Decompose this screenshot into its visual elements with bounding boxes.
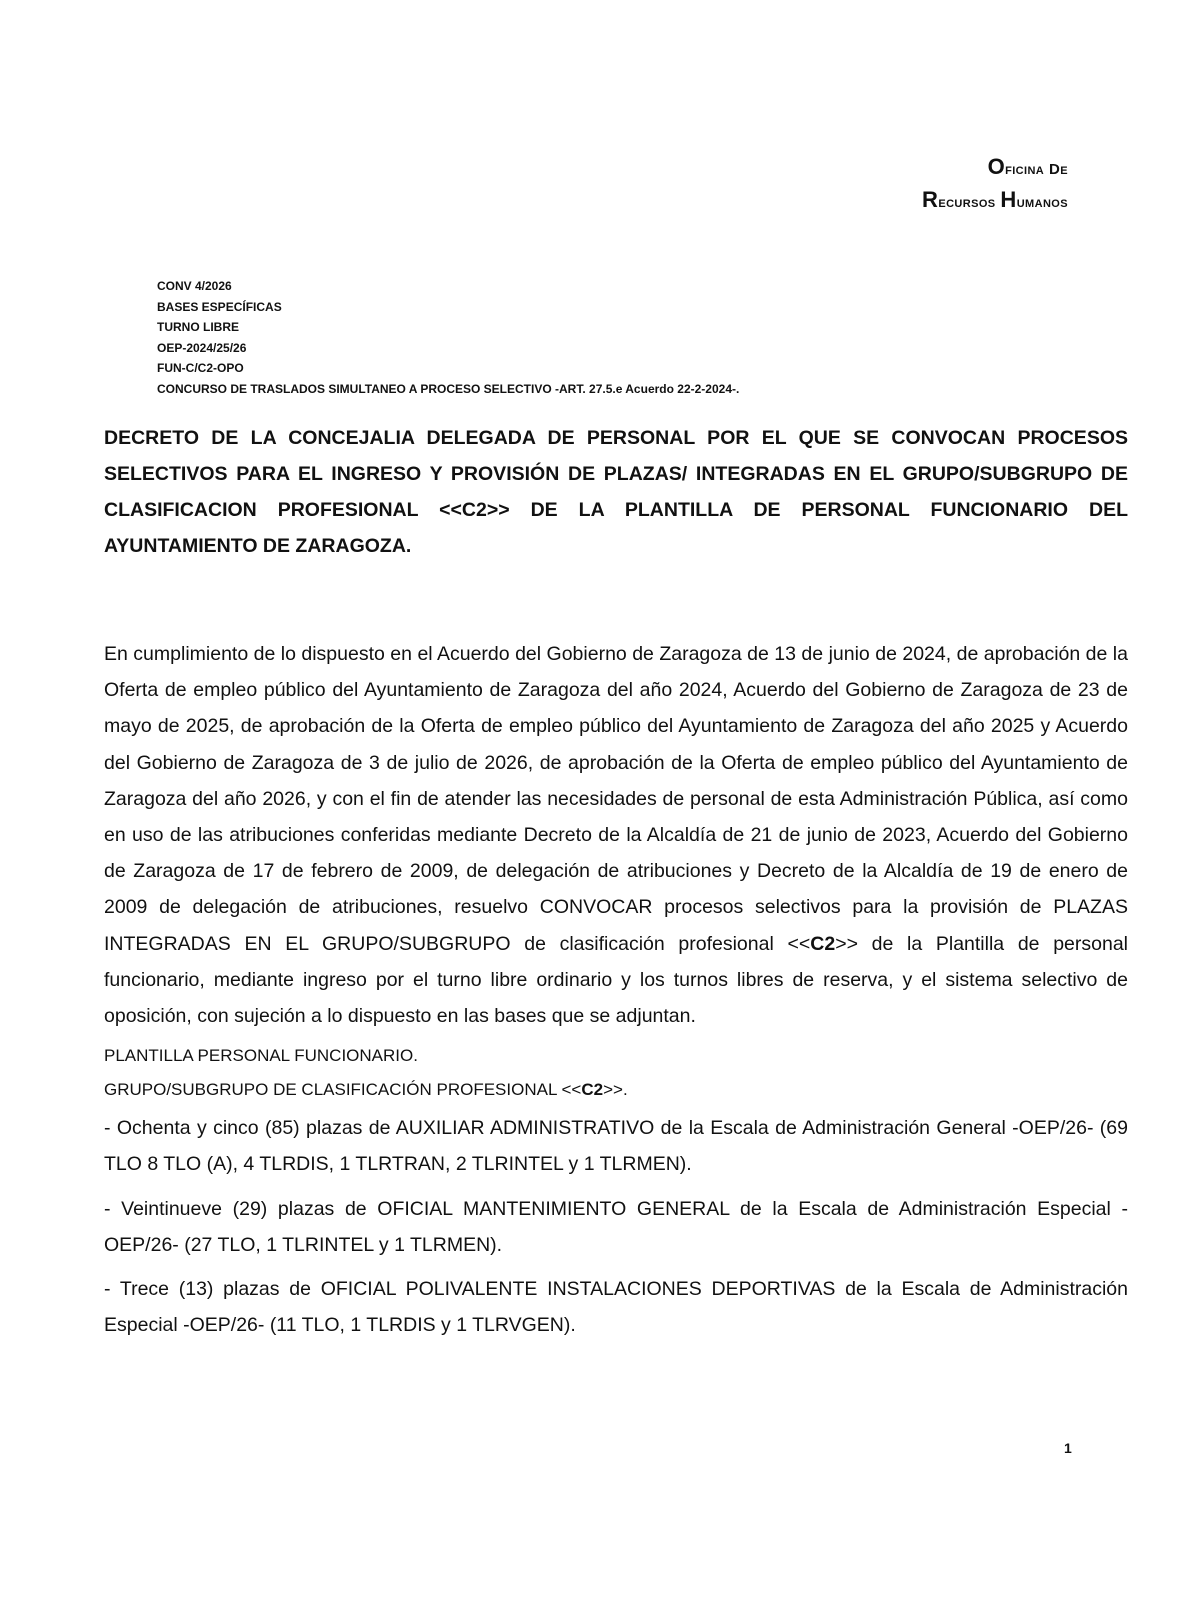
page-number: 1 <box>1064 1440 1072 1456</box>
plaza-item: - Ochenta y cinco (85) plazas de AUXILIAR ADMINISTRATIVO de la Escala de Administración General -OEP/26- (69 TLO 8 TLO (A), 4 TLRDIS, 1 TLRTRAN, 2 TLRINTEL y 1 TLRMEN). <box>104 1117 1128 1176</box>
plantilla-heading: PLANTILLA PERSONAL FUNCIONARIO. <box>104 1046 418 1066</box>
office-header <box>922 152 1068 218</box>
grupo-heading <box>104 1078 1128 1102</box>
decree-title: DECRETO DE LA CONCEJALIA DELEGADA DE PERSONAL POR EL QUE SE CONVOCAN PROCESOS SELECTIVOS PARA EL INGRESO Y PROVISIÓN DE PLAZAS/ INTEGRADAS EN EL GRUPO/SUBGRUPO DE CLASIFICACION PROFESIONAL <<C2>> DE LA PLANTILLA DE PERSONAL FUNCIONARIO DEL AYUNTAMIENTO DE ZARAGOZA. <box>104 427 1128 557</box>
grupo-text-1: GRUPO/SUBGRUPO DE CLASIFICACIÓN PROFESIONAL << <box>104 1080 582 1100</box>
grupo-code: C2 <box>581 1080 604 1100</box>
reference-line: FUN-C/C2-OPO <box>157 361 244 376</box>
reference-line: CONCURSO DE TRASLADOS SIMULTANEO A PROCESO SELECTIVO -ART. 27.5.e Acuerdo 22-2-2024-. <box>157 381 740 396</box>
plaza-item: - Trece (13) plazas de OFICIAL POLIVALENTE INSTALACIONES DEPORTIVAS de la Escala de Administración Especial -OEP/26- (11 TLO, 1 TLRDIS y 1 TLRVGEN). <box>104 1278 1128 1337</box>
intro-paragraph <box>104 636 1128 1034</box>
reference-line: OEP-2024/25/26 <box>157 340 247 355</box>
intro-text-2: >> de la Plantilla de personal funcionario, mediante ingreso por el turno libre ordinario y los turnos libres de reserva, y el sistema selectivo de oposición, con sujeción a lo dispuesto en las bases que se adjuntan. <box>104 932 1128 1028</box>
reference-line: CONV 4/2026 <box>157 279 232 293</box>
plaza-item: - Veintinueve (29) plazas de OFICIAL MANTENIMIENTO GENERAL de la Escala de Administración Especial -OEP/26- (27 TLO, 1 TLRINTEL y 1 TLRMEN). <box>104 1197 1128 1256</box>
office-line-1: Oficina de <box>987 154 1068 179</box>
reference-block <box>157 276 739 400</box>
reference-line: BASES ESPECÍFICAS <box>157 299 282 314</box>
intro-text-1: En cumplimiento de lo dispuesto en el Acuerdo del Gobierno de Zaragoza de 13 de junio de 2024, de aprobación de la Oferta de empleo público del Ayuntamiento de Zaragoza del año 2024, Acuerdo del Gobierno de Zaragoza de 23 de mayo de 2025, de aprobación de la Oferta de empleo público del Ayuntamiento de Zaragoza del año 2025 y Acuerdo del Gobierno de Zaragoza de 3 de julio de 2026, de aprobación de la Oferta de empleo público del Ayuntamiento de Zaragoza del año 2026, y con el fin de atender las necesidades de personal de esta Administración Pública, así como en uso de las atribuciones conferidas mediante Decreto de la Alcaldía de 21 de junio de 2023, Acuerdo del Gobierno de Zaragoza de 17 de febrero de 2009, de delegación de atribuciones y Decreto de la Alcaldía de 19 de enero de 2009 de delegación de atribuciones, resuelvo CONVOCAR procesos selectivos para la provisión de PLAZAS INTEGRADAS EN EL GRUPO/SUBGRUPO de clasificación profesional << <box>104 643 1128 955</box>
reference-line: TURNO LIBRE <box>157 320 239 335</box>
office-line-2: Recursos Humanos <box>922 187 1068 212</box>
intro-group-code: C2 <box>810 932 836 955</box>
grupo-text-2: >>. <box>603 1080 628 1100</box>
document-body <box>104 636 1128 1343</box>
